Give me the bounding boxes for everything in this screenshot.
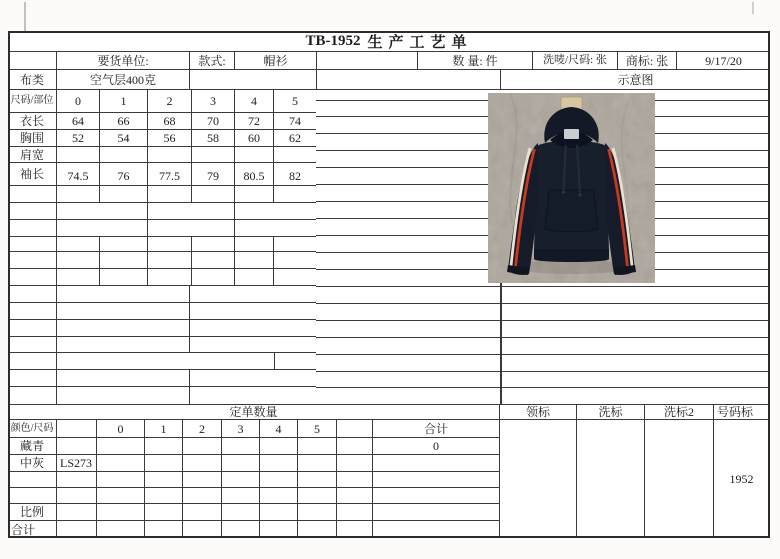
blank-cell — [222, 504, 260, 521]
blank-cell — [222, 521, 260, 538]
blank-cell — [235, 252, 274, 269]
blank-cell — [260, 504, 298, 521]
order-row-blank — [8, 472, 500, 488]
blank-cell — [298, 488, 337, 504]
blank-cell — [8, 203, 57, 220]
number-label-header: 号码标 — [714, 405, 770, 420]
blank-cell — [57, 504, 97, 521]
blank-cell — [148, 203, 235, 220]
measure-value — [148, 147, 192, 163]
blank-cell — [275, 353, 317, 370]
blank-cell — [192, 186, 235, 203]
size-col-2: 2 — [148, 90, 192, 113]
blank-cell — [8, 186, 57, 203]
product-photo — [488, 93, 655, 283]
blank-cell — [190, 337, 317, 353]
blank-cell — [57, 320, 190, 337]
blank-cell — [97, 504, 145, 521]
blank-cell — [373, 488, 500, 504]
empty-form-row — [8, 286, 317, 303]
blank-cell — [57, 220, 148, 237]
blank-cell — [145, 438, 183, 455]
empty-form-row — [8, 186, 317, 203]
blank-cell — [8, 220, 57, 237]
scan-artifact — [752, 2, 754, 14]
empty-form-row — [8, 220, 317, 237]
blank-cell — [97, 472, 145, 488]
blank-cell — [337, 521, 373, 538]
scan-artifact — [24, 2, 26, 31]
color-code: LS273 — [57, 455, 97, 472]
blank-cell — [57, 237, 100, 252]
collar-label-box — [500, 420, 577, 538]
grand-total-label: 合计 — [8, 521, 57, 538]
blank-cell — [260, 455, 298, 472]
blank-cell — [148, 220, 235, 237]
blank-cell — [298, 521, 337, 538]
blank-cell — [148, 237, 192, 252]
empty-form-row — [316, 287, 770, 304]
blank-cell — [57, 387, 190, 405]
page-title-text: 生产工艺单 — [367, 34, 473, 51]
blank-cell — [57, 521, 97, 538]
order-size-3: 3 — [222, 420, 260, 438]
empty-form-row — [8, 370, 317, 387]
blank-cell — [260, 472, 298, 488]
blank-cell — [337, 504, 373, 521]
blank-cell — [8, 387, 57, 405]
blank-cell — [8, 353, 57, 370]
blank-cell — [235, 186, 274, 203]
order-row-navy — [8, 438, 500, 455]
wash-label2-box — [645, 420, 714, 538]
fabric-value: 空气层400克 — [57, 70, 190, 90]
measure-label: 肩宽 — [8, 147, 57, 163]
blank-cell — [145, 521, 183, 538]
wash-label-header: 洗标 — [577, 405, 645, 420]
measure-value — [235, 147, 274, 163]
blank-cell — [57, 472, 97, 488]
blank-cell — [57, 203, 148, 220]
blank-cell — [148, 252, 192, 269]
order-row-total — [8, 521, 500, 538]
blank-cell — [57, 269, 100, 286]
empty-form-row — [316, 338, 770, 355]
order-size-2: 2 — [183, 420, 222, 438]
measure-label: 袖长 — [8, 163, 57, 186]
blank-cell — [260, 488, 298, 504]
drawstring-tip — [578, 193, 581, 196]
blank-cell — [183, 521, 222, 538]
header-row — [8, 52, 770, 70]
blank-cell — [373, 504, 500, 521]
blank-cell — [57, 303, 190, 320]
order-row-blank — [8, 488, 500, 504]
blank-cell — [183, 504, 222, 521]
measure-value: 79 — [192, 163, 235, 186]
blank-cell — [57, 370, 190, 387]
measure-value: 56 — [148, 130, 192, 147]
blank-cell — [145, 472, 183, 488]
blank-cell — [190, 70, 317, 90]
blank-cell — [260, 521, 298, 538]
empty-form-row — [316, 388, 770, 405]
measure-value: 52 — [57, 130, 100, 147]
blank-cell — [222, 455, 260, 472]
row-garment-length — [8, 113, 317, 130]
empty-form-row — [8, 387, 317, 405]
kangaroo-pocket — [545, 190, 598, 232]
number-label-box: 1952 — [714, 420, 770, 538]
blank-cell — [57, 488, 97, 504]
row-chest — [8, 130, 317, 147]
blank-cell — [8, 337, 57, 353]
blank-cell — [8, 286, 57, 303]
blank-cell — [145, 455, 183, 472]
wash-size-label: 洗唛/尺码: 张 — [533, 52, 618, 70]
blank-cell — [57, 438, 97, 455]
blank-cell — [8, 269, 57, 286]
page-title — [8, 31, 770, 52]
blank-cell — [337, 420, 373, 438]
empty-form-row — [8, 320, 317, 337]
blank-cell — [274, 186, 317, 203]
blank-cell — [298, 438, 337, 455]
order-size-0: 0 — [97, 420, 145, 438]
trademark-label: 商标: 张 — [618, 52, 677, 70]
drawstring-tip — [562, 190, 565, 193]
blank-cell — [373, 472, 500, 488]
measure-value: 60 — [235, 130, 274, 147]
order-size-4: 4 — [260, 420, 298, 438]
collar-label-header: 领标 — [500, 405, 577, 420]
blank-cell — [298, 472, 337, 488]
blank-cell — [190, 303, 317, 320]
row-total — [373, 455, 500, 472]
measure-value — [57, 147, 100, 163]
blank-cell — [8, 303, 57, 320]
ratio-label: 比例 — [8, 504, 57, 521]
order-header-row — [8, 405, 770, 420]
blank-cell — [373, 521, 500, 538]
measure-label: 胸围 — [8, 130, 57, 147]
blank-cell — [235, 237, 274, 252]
blank-cell — [192, 252, 235, 269]
blank-cell — [298, 504, 337, 521]
blank-cell — [183, 438, 222, 455]
order-row-gray — [8, 455, 500, 472]
empty-form-row — [316, 321, 770, 338]
blank-cell — [190, 387, 317, 405]
blank-cell — [235, 203, 317, 220]
blank-cell — [190, 320, 317, 337]
empty-form-row — [316, 372, 770, 388]
empty-form-row — [8, 303, 317, 320]
fabric-row — [8, 70, 770, 90]
blank-cell — [100, 186, 148, 203]
blank-cell — [8, 237, 57, 252]
blank-cell — [57, 353, 275, 370]
hem-band — [534, 249, 609, 262]
blank-cell — [145, 488, 183, 504]
measure-value: 62 — [274, 130, 317, 147]
color-label: 中灰 — [8, 455, 57, 472]
empty-form-row — [8, 337, 317, 353]
style-label: 款式: — [190, 52, 235, 70]
fabric-label: 布类 — [8, 70, 57, 90]
measure-value: 76 — [100, 163, 148, 186]
blank-cell — [8, 370, 57, 387]
style-number: TB-1952 — [305, 32, 361, 49]
wash-label2-header: 洗标2 — [645, 405, 714, 420]
measure-value: 68 — [148, 113, 192, 130]
measure-value — [274, 147, 317, 163]
size-col-0: 0 — [57, 90, 100, 113]
row-sleeve-length — [8, 163, 317, 186]
measure-label: 衣长 — [8, 113, 57, 130]
blank-cell — [274, 237, 317, 252]
blank-cell — [190, 286, 317, 303]
blank-cell — [192, 269, 235, 286]
blank-cell — [8, 252, 57, 269]
empty-form-row — [316, 304, 770, 321]
blank-cell — [192, 237, 235, 252]
grid-divider — [500, 283, 502, 405]
blank-cell — [274, 252, 317, 269]
blank-cell — [222, 488, 260, 504]
label-boxes — [500, 420, 770, 538]
order-quantity-title: 定单数量 — [8, 405, 500, 420]
measure-value: 74 — [274, 113, 317, 130]
measure-value: 64 — [57, 113, 100, 130]
blank-cell — [337, 438, 373, 455]
blank-cell — [148, 269, 192, 286]
ordering-unit-label: 要货单位: — [57, 52, 190, 70]
quantity-label: 数 量: 件 — [418, 52, 533, 70]
empty-form-row — [8, 252, 317, 269]
color-label: 藏青 — [8, 438, 57, 455]
blank-cell — [317, 52, 418, 70]
blank-cell — [57, 286, 190, 303]
blank-cell — [57, 186, 100, 203]
order-size-1: 1 — [145, 420, 183, 438]
blank-cell — [97, 521, 145, 538]
measure-value: 58 — [192, 130, 235, 147]
blank-cell — [317, 70, 501, 90]
blank-cell — [190, 370, 317, 387]
blank-cell — [97, 438, 145, 455]
blank-cell — [57, 252, 100, 269]
order-size-5: 5 — [298, 420, 337, 438]
empty-form-row — [8, 237, 317, 252]
color-size-corner: 颜色/尺码 — [8, 420, 57, 438]
blank-cell — [337, 472, 373, 488]
blank-cell — [57, 337, 190, 353]
blank-cell — [274, 269, 317, 286]
blank-cell — [235, 269, 274, 286]
blank-cell — [97, 488, 145, 504]
blank-cell — [57, 420, 97, 438]
measure-value: 70 — [192, 113, 235, 130]
blank-cell — [183, 455, 222, 472]
schematic-label: 示意图 — [501, 70, 770, 90]
empty-form-row — [8, 269, 317, 286]
neck-label — [564, 129, 579, 139]
blank-cell — [222, 472, 260, 488]
row-shoulder — [8, 147, 317, 163]
blank-cell — [8, 472, 57, 488]
size-col-4: 4 — [235, 90, 274, 113]
blank-cell — [260, 438, 298, 455]
measure-value — [100, 147, 148, 163]
size-corner-label: 尺码/部位 — [8, 90, 57, 113]
blank-cell — [97, 455, 145, 472]
order-total-header: 合计 — [373, 420, 500, 438]
size-col-5: 5 — [274, 90, 317, 113]
empty-form-row — [316, 355, 770, 372]
size-col-3: 3 — [192, 90, 235, 113]
blank-cell — [337, 455, 373, 472]
measure-value: 74.5 — [57, 163, 100, 186]
blank-cell — [100, 252, 148, 269]
measure-value: 77.5 — [148, 163, 192, 186]
blank-cell — [100, 269, 148, 286]
measure-value — [192, 147, 235, 163]
blank-cell — [8, 52, 57, 70]
row-total: 0 — [373, 438, 500, 455]
color-size-header-row — [8, 420, 500, 438]
measure-value: 80.5 — [235, 163, 274, 186]
wash-label-box — [577, 420, 645, 538]
blank-cell — [337, 488, 373, 504]
measure-value: 82 — [274, 163, 317, 186]
style-value: 帽衫 — [235, 52, 317, 70]
blank-cell — [148, 186, 192, 203]
blank-cell — [183, 488, 222, 504]
blank-cell — [145, 504, 183, 521]
blank-cell — [8, 488, 57, 504]
size-header-row — [8, 90, 317, 113]
blank-cell — [235, 220, 317, 237]
measure-value: 72 — [235, 113, 274, 130]
blank-cell — [183, 472, 222, 488]
measure-value: 54 — [100, 130, 148, 147]
blank-cell — [8, 320, 57, 337]
blank-cell — [100, 237, 148, 252]
blank-cell — [298, 455, 337, 472]
order-row-ratio — [8, 504, 500, 521]
empty-form-row — [8, 353, 317, 370]
date-cell: 9/17/20 — [677, 52, 770, 70]
blank-cell — [222, 438, 260, 455]
measure-value: 66 — [100, 113, 148, 130]
size-col-1: 1 — [100, 90, 148, 113]
empty-form-row — [8, 203, 317, 220]
